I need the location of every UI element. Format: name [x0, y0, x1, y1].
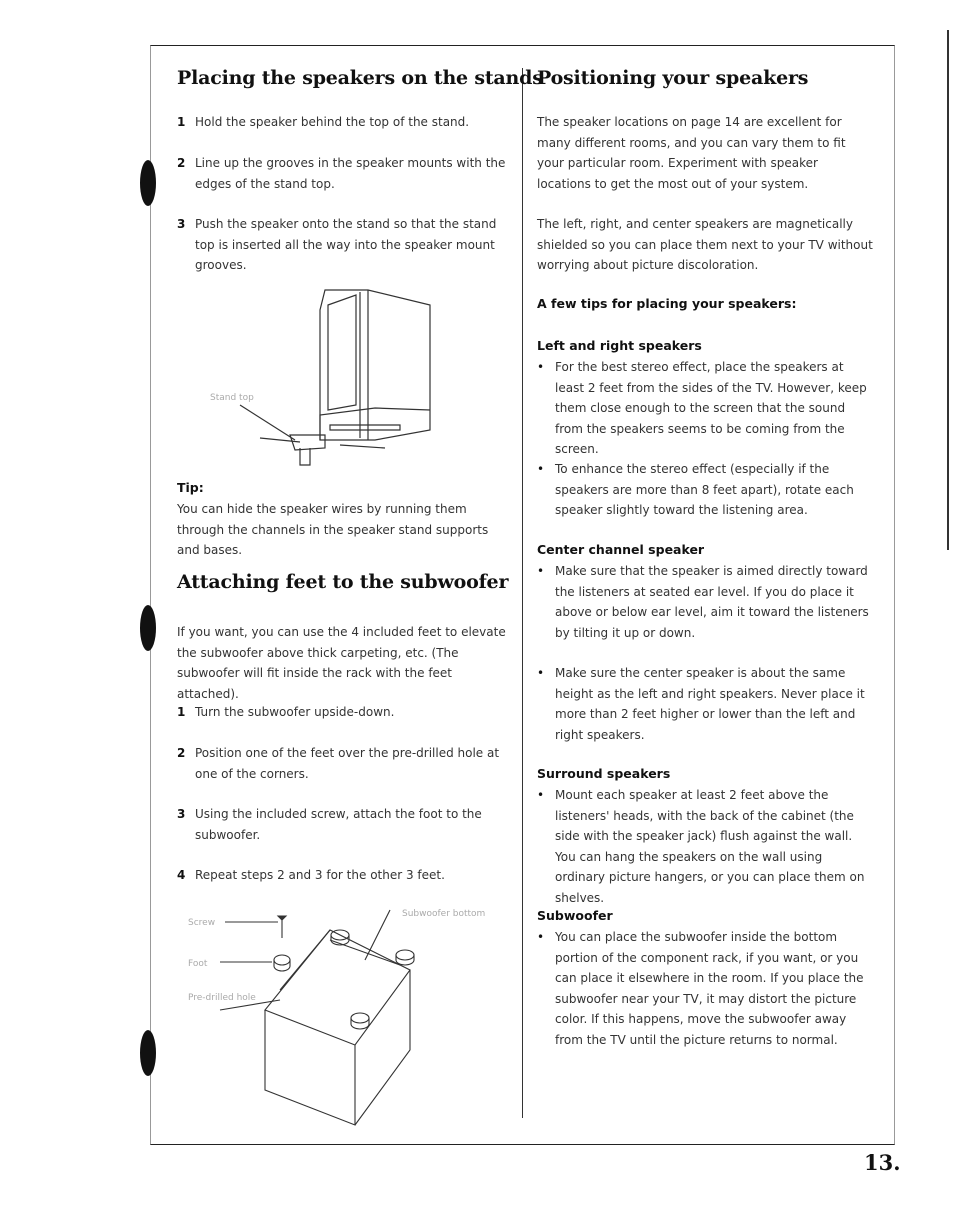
bullet-item: [537, 785, 875, 908]
bullet-text: To enhance the stereo effect (especially if the speakers are more than 8 feet apart), rotate each speaker slightly toward the listening area.: [555, 462, 854, 517]
shielding-paragraph: The left, right, and center speakers are magnetically shielded so you can place them next to your TV without worrying about picture discoloration.: [537, 217, 873, 272]
section-heading-subwoofer-feet: Attaching feet to the subwoofer: [177, 571, 509, 593]
figure-label-foot: Foot: [188, 959, 208, 969]
section-heading-positioning: Positioning your speakers: [537, 67, 809, 89]
binding-hole-mark: [140, 160, 156, 206]
page-edge-line: [947, 30, 949, 550]
speaker-on-stand-illustration: [200, 280, 450, 470]
bullet-dot: •: [537, 666, 545, 680]
bullet-item: [537, 561, 875, 643]
step-number: 2: [177, 746, 186, 760]
step-number: 1: [177, 115, 186, 129]
page-number: 13.: [864, 1150, 901, 1175]
step-text: Using the included screw, attach the foot to the subwoofer.: [195, 807, 482, 842]
step-number: 2: [177, 156, 186, 170]
bullet-dot: •: [537, 564, 545, 578]
bullet-dot: •: [537, 788, 545, 802]
step-item: [177, 804, 512, 845]
bullet-item: [537, 663, 875, 745]
step-text: Line up the grooves in the speaker mounts with the edges of the stand top.: [195, 156, 506, 191]
step-number: 3: [177, 217, 186, 231]
step-text: Hold the speaker behind the top of the stand.: [195, 115, 470, 129]
binding-hole-mark: [140, 605, 156, 651]
step-number: 1: [177, 705, 186, 719]
subhead-surround: Surround speakers: [537, 766, 671, 781]
step-number: 4: [177, 868, 186, 882]
tip-text: You can hide the speaker wires by running them through the channels in the speaker stand supports and bases.: [177, 502, 489, 557]
column-divider: [522, 68, 523, 1118]
step-text: Position one of the feet over the pre-drilled hole at one of the corners.: [195, 746, 500, 781]
figure-label-stand-top: Stand top: [210, 393, 254, 403]
bullet-item: [537, 459, 875, 521]
step-item: [177, 702, 512, 723]
subhead-center: Center channel speaker: [537, 542, 705, 557]
bullet-dot: •: [537, 930, 545, 944]
bullet-dot: •: [537, 360, 545, 374]
bullet-text: You can place the subwoofer inside the bottom portion of the component rack, if you want, or you can place it elsewhere in the room. If you place the subwoofer near your TV, it may distort the picture color. If this happens, move the subwoofer away from the TV until the picture returns to normal.: [555, 930, 864, 1047]
step-item: [177, 153, 512, 194]
step-item: [177, 865, 512, 886]
step-item: [177, 214, 512, 276]
bullet-item: [537, 927, 875, 1050]
tips-heading: A few tips for placing your speakers:: [537, 296, 797, 311]
figure-label-bottom: Subwoofer bottom: [402, 909, 486, 919]
step-item: [177, 743, 512, 784]
step-number: 3: [177, 807, 186, 821]
subwoofer-feet-illustration: [180, 900, 510, 1130]
step-item: [177, 112, 512, 133]
binding-hole-mark: [140, 1030, 156, 1076]
bullet-text: For the best stereo effect, place the speakers at least 2 feet from the sides of the TV. However, keep them close enough to the screen that the sound from the speakers seems to be coming from the screen.: [555, 360, 867, 456]
step-text: Turn the subwoofer upside-down.: [195, 705, 395, 719]
bullet-text: Mount each speaker at least 2 feet above the listeners' heads, with the back of the cabinet (the side with the speaker jack) flush against the wall. You can hang the speakers on the wall using ordinary picture hangers, or you can place them on shelves.: [555, 788, 865, 905]
figure-label-screw: Screw: [188, 918, 216, 928]
bullet-text: Make sure the center speaker is about the same height as the left and right speakers. Never place it more than 2 feet higher or lower than the left and right speakers.: [555, 666, 865, 742]
bullet-item: [537, 357, 875, 460]
bullet-text: Make sure that the speaker is aimed directly toward the listeners at seated ear level. If you do place it above or below ear level, aim it toward the listeners by tilting it up or down.: [555, 564, 869, 640]
step-text: Repeat steps 2 and 3 for the other 3 feet.: [195, 868, 445, 882]
bullet-dot: •: [537, 462, 545, 476]
section-heading-stands: Placing the speakers on the stands: [177, 67, 543, 89]
figure-label-hole: Pre-drilled hole: [188, 993, 256, 1003]
step-text: Push the speaker onto the stand so that the stand top is inserted all the way into the speaker mount grooves.: [195, 217, 497, 272]
positioning-paragraph: The speaker locations on page 14 are excellent for many different rooms, and you can vary them to fit your particular room. Experiment with speaker locations to get the most out of your system.: [537, 115, 846, 191]
tip-label: Tip:: [177, 480, 204, 495]
subhead-subwoofer: Subwoofer: [537, 908, 613, 923]
subhead-left-right: Left and right speakers: [537, 338, 702, 353]
subwoofer-feet-intro: If you want, you can use the 4 included feet to elevate the subwoofer above thick carpeting, etc. (The subwoofer will fit inside the rack with the feet attached).: [177, 625, 506, 701]
